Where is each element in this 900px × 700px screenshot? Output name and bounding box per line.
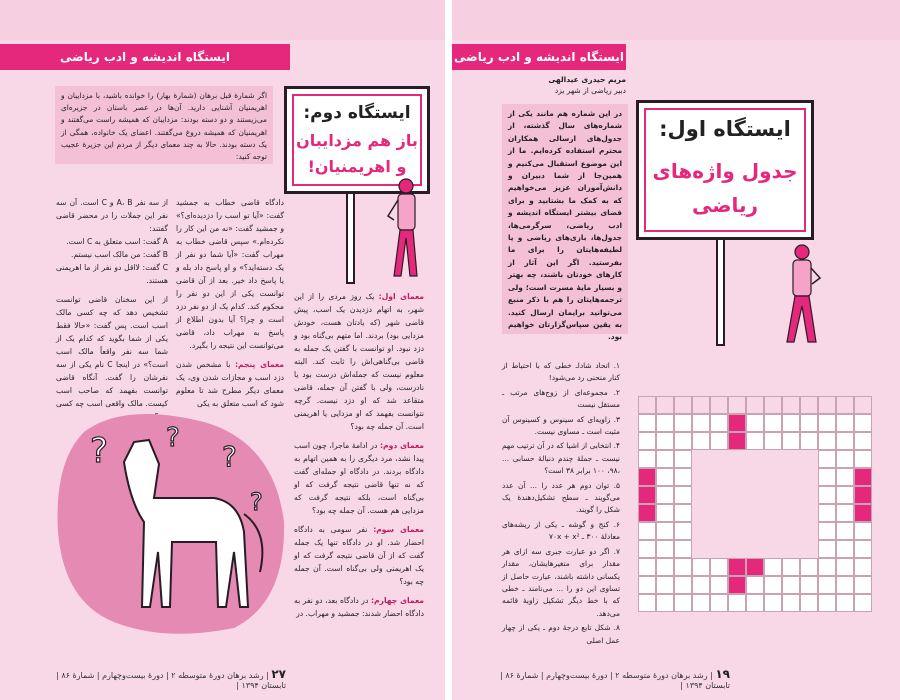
crossword-cell[interactable]: [854, 522, 872, 540]
crossword-cell[interactable]: [836, 450, 854, 468]
crossword-cell[interactable]: [782, 558, 800, 576]
sign-pole: [346, 192, 355, 284]
clue-3: ۳. زاویه‌ای که سینوس و کسینوس آن مثبت است ـ مساوی نیست.: [502, 414, 620, 437]
crossword-cell[interactable]: [728, 396, 746, 414]
crossword-cell[interactable]: [656, 432, 674, 450]
crossword-cell[interactable]: [656, 558, 674, 576]
middle-column-text: دادگاه قاضی خطاب به جمشید گفت: «آیا تو اسب را دزدیده‌ای؟» و جمشید گفت: «نه من این کار را نکرده‌ام.» سپس قاضی خطاب به مهراب گفت: «آیا شما دو نفر از یک دسته‌اید؟» و او پاسخ داد بله و یا پاسخ داد خیر. بعد از آن قاضی توانست یکی از این دو نفر را محکوم کند. کدام یک از دو نفر دزد است و چرا؟ آیا بدون اطلاع از پاسخ به مهراب داد، قاضی می‌توانست این نتیجه را بگیرد.: [176, 198, 284, 350]
crossword-cell[interactable]: [764, 558, 782, 576]
crossword-cell[interactable]: [854, 396, 872, 414]
crossword-cell[interactable]: [656, 594, 674, 612]
sign-title: ایستگاه اول:: [659, 117, 791, 141]
crossword-cell[interactable]: [854, 432, 872, 450]
sign-subtitle-2: و اهریمنیان!: [307, 157, 407, 176]
left-page: [0, 0, 445, 700]
footer-text: | رشد برهان دورهٔ متوسطه ۲ | دورهٔ بیست‌وچهارم | شمارهٔ ۸۶ | تابستان ۱۳۹۴ |: [56, 671, 286, 690]
crossword-cell[interactable]: [764, 576, 782, 594]
crossword-cell[interactable]: [638, 468, 656, 486]
crossword-cell[interactable]: [674, 540, 692, 558]
crossword-cell[interactable]: [800, 576, 818, 594]
clue-8: ۸. شکل تابع درجهٔ دوم ـ یکی از چهار عمل اصلی: [502, 623, 620, 645]
crossword-cell[interactable]: [710, 558, 728, 576]
left-footer: [56, 667, 286, 690]
crossword-cell[interactable]: [692, 396, 710, 414]
svg-text:?: ?: [166, 423, 180, 453]
crossword-cell[interactable]: [638, 486, 656, 504]
crossword-cell[interactable]: [854, 594, 872, 612]
crossword-cell[interactable]: [638, 432, 656, 450]
crossword-cell[interactable]: [656, 414, 674, 432]
crossword-cell[interactable]: [818, 414, 836, 432]
riddle5-text: با مشخص شدن دزد اسب و مجازات شدن وی، یک معمای دیگر مطرح شد تا معلوم شود که اسب متعلق به یکی: [176, 360, 284, 408]
crossword-cell[interactable]: [692, 594, 710, 612]
crossword-cell[interactable]: [638, 576, 656, 594]
sign-title: ایستگاه دوم:: [303, 103, 411, 123]
riddle2-text: در ادامهٔ ماجرا، چون اسب پیدا نشد، مرد دیگری را به همین اتهام به دادگاه بردند. در دادگاه او جمله‌ای گفت که نه تنها قاضی نتیجه گرفت که او بی‌گناه است، بلکه نتیجه گرفت که مزدایی هم هست. آن جمله چه بود؟: [294, 441, 424, 515]
crossword-cell[interactable]: [710, 576, 728, 594]
crossword-cell[interactable]: [728, 432, 746, 450]
intro-box: در این شماره هم مانند یکی از شماره‌های سال گذشته، از جدول‌های ارسالی همکاران محترم استفاده کرده‌ایم. ما از این موضوع استقبال می‌کنیم و همین‌جا از شما دبیران و دانش‌آموزان عزیز می‌خواهیم که به کمک ما بشتابید و برای فضای بیشتر ایستگاه اندیشه و ادب ریاضی، سرگرمی‌ها، جدول‌ها، بازی‌های ریاضی و یا لطیفه‌هایتان را برای ما بفرستید. اگر این آثار از کارهای خودتان باشند، چه بهتر و بسیار مایهٔ مسرت است؛ ولی ترجمه‌هایتان را هم با ذکر منبع می‌توانید برایمان ارسال کنید. به یقین سپاس‌گزارتان خواهیم بود.: [502, 104, 628, 334]
crossword-cell[interactable]: [656, 540, 674, 558]
crossword-cell[interactable]: [656, 486, 674, 504]
crossword-cell[interactable]: [818, 486, 836, 504]
crossword-cell[interactable]: [836, 594, 854, 612]
crossword-cell[interactable]: [854, 414, 872, 432]
crossword-cell[interactable]: [728, 414, 746, 432]
author-block: [496, 74, 626, 96]
page-number: ۱۹: [715, 667, 730, 681]
crossword-cell[interactable]: [674, 558, 692, 576]
left-col-b: A گفت: اسب متعلق به C است.: [66, 237, 168, 246]
crossword-cell[interactable]: [854, 468, 872, 486]
crossword-cell[interactable]: [656, 468, 674, 486]
riddle1-label: معمای اول:: [378, 292, 425, 301]
riddle5-label: معمای پنجم:: [234, 360, 285, 369]
author-name: مریم حیدری عیدالهی: [548, 75, 626, 84]
crossword-cell[interactable]: [674, 504, 692, 522]
crossword-cell[interactable]: [692, 558, 710, 576]
clue-4: ۴. انتخابی از اشیا که در آن ترتیب مهم نیست ـ جملهٔ چندم دنبالهٔ حسابی ... ،۹۸، ۱۰۰ برابر ۳۸ است؟: [502, 441, 620, 476]
crossword-cell[interactable]: [782, 576, 800, 594]
crossword-cell[interactable]: [854, 504, 872, 522]
page-number: ۲۷: [271, 667, 286, 681]
crossword-cell[interactable]: [782, 432, 800, 450]
crossword-cell[interactable]: [818, 396, 836, 414]
crossword-cell[interactable]: [674, 432, 692, 450]
clue-7: ۷. اگر دو عبارت جبری سه ازای هر مقدار برای متغیرهایشان، مقدار یکسانی داشته باشند، عبارت حاصل از تساوی این دو را ... می‌نامند ـ خطی که با خط دیگر تشکیل زاویهٔ قائمه می‌دهد.: [502, 546, 620, 618]
crossword-cell[interactable]: [836, 486, 854, 504]
crossword-cell[interactable]: [836, 540, 854, 558]
left-col-d: C گفت: لااقل دو نفر از ما اهریمنی هستند.: [56, 263, 168, 285]
crossword-cell[interactable]: [746, 414, 764, 432]
crossword-cell[interactable]: [728, 594, 746, 612]
crossword-cell[interactable]: [728, 558, 746, 576]
svg-text:?: ?: [222, 440, 237, 473]
section-title-band: ایستگاه اندیشه و ادب ریاضی: [452, 44, 626, 70]
crossword-cell[interactable]: [746, 558, 764, 576]
crossword-cell[interactable]: [854, 558, 872, 576]
crossword-cell[interactable]: [692, 432, 710, 450]
crossword-cell[interactable]: [782, 414, 800, 432]
intro-box: اگر شمارهٔ قبل برهان (شمارهٔ بهار) را خوانده باشید، با مزدایبان و اهریمنیان آشنایی دارید. آن‌ها در عصر باستان در جزیره‌ای می‌زیستند و دو دسته بودند: مزدایبان که همیشه راست می‌گفتند و اهریمنیان که همیشه دروغ می‌گفتند. اعضای یک خانواده، همگی از یک دسته بودند. حالا به چند معمای دیگر از مردم این جزیرهٔ عجیب توجه کنید:: [55, 86, 273, 164]
footer-text: | رشد برهان دورهٔ متوسطه ۲ | دورهٔ بیست‌وچهارم | شمارهٔ ۸۶ | تابستان ۱۳۹۴ |: [500, 671, 730, 690]
sign-subtitle-1: باز هم مزدایبان: [296, 131, 418, 150]
standing-man-icon: [774, 242, 830, 350]
crossword-cell[interactable]: [800, 396, 818, 414]
crossword-cell[interactable]: [782, 594, 800, 612]
crossword-cell[interactable]: [836, 576, 854, 594]
svg-text:?: ?: [250, 488, 263, 516]
clue-2: ۲. مجموعه‌ای از زوج‌های مرتب ـ مستقل نیست: [502, 387, 620, 410]
clue-1: ۱. اتحاد شاداـ خطی که با احتیاط از کنار منحنی رد می‌شود!: [502, 361, 620, 383]
left-col-c: B گفت: من مالک اسب نیستم.: [71, 250, 168, 259]
crossword-cell[interactable]: [638, 504, 656, 522]
crossword-cell[interactable]: [818, 450, 836, 468]
sign-pole: [716, 238, 725, 346]
crossword-cell[interactable]: [818, 540, 836, 558]
crossword-cell[interactable]: [818, 468, 836, 486]
crossword-cell[interactable]: [746, 576, 764, 594]
crossword-cell[interactable]: [836, 558, 854, 576]
crossword-cell[interactable]: [638, 414, 656, 432]
crossword-cell[interactable]: [638, 450, 656, 468]
crossword-cell[interactable]: [818, 576, 836, 594]
crossword-cell[interactable]: [674, 486, 692, 504]
crossword-cell[interactable]: [818, 432, 836, 450]
crossword-cell[interactable]: [728, 576, 746, 594]
crossword-cell[interactable]: [656, 396, 674, 414]
riddles-right-column: [294, 290, 424, 622]
crossword-cell[interactable]: [674, 396, 692, 414]
crossword-cell[interactable]: [656, 576, 674, 594]
crossword-cell[interactable]: [854, 540, 872, 558]
crossword-cell[interactable]: [710, 594, 728, 612]
top-band: [0, 0, 445, 40]
crossword-cell[interactable]: [746, 396, 764, 414]
crossword-clues: [502, 360, 620, 649]
crossword-cell[interactable]: [764, 594, 782, 612]
crossword-cell[interactable]: [764, 396, 782, 414]
middle-column: [176, 196, 284, 410]
riddle3-text: نفر سومی به دادگاه احضار شد. او در دادگاه تنها یک جمله گفت که از آن قاضی نتیجه گرفت که او یک اهریمنی ولی بی‌گناه است. آن جمله چه بود؟: [294, 525, 424, 586]
top-band: [452, 0, 900, 40]
crossword-cell[interactable]: [836, 504, 854, 522]
crossword-cell[interactable]: [818, 558, 836, 576]
crossword-cell[interactable]: [638, 594, 656, 612]
left-column: [56, 196, 168, 423]
crossword-cell[interactable]: [836, 468, 854, 486]
sign-board: [636, 100, 814, 240]
crossword-cell[interactable]: [638, 558, 656, 576]
crossword-cell[interactable]: [638, 522, 656, 540]
crossword-cell[interactable]: [764, 414, 782, 432]
sign-subtitle-2: ریاضی: [691, 193, 759, 217]
crossword-cell[interactable]: [656, 450, 674, 468]
crossword-cell[interactable]: [818, 594, 836, 612]
crossword-cell[interactable]: [638, 396, 656, 414]
crossword-cell[interactable]: [692, 576, 710, 594]
crossword-cell[interactable]: [854, 486, 872, 504]
author-role: دبیر ریاضی از شهر یزد: [554, 86, 626, 95]
crossword-cell[interactable]: [800, 594, 818, 612]
crossword-cell[interactable]: [674, 468, 692, 486]
left-col-a: از سه نفر A، B و C است. آن سه نفر این جملات را در محضر قاضی گفتند:: [56, 198, 168, 233]
crossword-cell[interactable]: [782, 396, 800, 414]
crossword-cell[interactable]: [710, 414, 728, 432]
right-page: [452, 0, 900, 700]
crossword-cell[interactable]: [710, 432, 728, 450]
crossword-cell[interactable]: [656, 504, 674, 522]
standing-man-icon: [384, 176, 430, 286]
crossword-cell[interactable]: [818, 522, 836, 540]
crossword-cell[interactable]: [674, 414, 692, 432]
crossword-cell[interactable]: [746, 432, 764, 450]
crossword-cell[interactable]: [674, 576, 692, 594]
crossword-cell[interactable]: [692, 414, 710, 432]
crossword-cell[interactable]: [854, 576, 872, 594]
crossword-cell[interactable]: [800, 414, 818, 432]
clue-5: ۵. توان دوم هر عدد را ... آن عدد می‌گویند ـ سطح تشکیل‌دهندهٔ یک شکل را گویند.: [502, 480, 620, 515]
crossword-cell[interactable]: [638, 540, 656, 558]
crossword-cell[interactable]: [836, 522, 854, 540]
crossword-cell[interactable]: [710, 396, 728, 414]
right-footer: [500, 667, 730, 690]
clue-6: ۶. کنج و گوشه ـ یکی از ریشه‌های معادلهٔ ۳۰۰ ـ ۷۰x + x²: [502, 519, 620, 542]
crossword-grid: [630, 390, 880, 630]
crossword-cell[interactable]: [746, 594, 764, 612]
riddle2-label: معمای دوم:: [380, 441, 424, 450]
crossword-cell[interactable]: [674, 594, 692, 612]
crossword-cell[interactable]: [836, 414, 854, 432]
crossword-cell[interactable]: [656, 522, 674, 540]
left-col-e: از این سخنان قاضی توانست تشخیص دهد که چه کسی مالک اسب است. پس گفت: «حالا فقط یکی از شما بگوید که کدام یک از شما سه نفر واقعاً مالک اسب است؟» در اینجا C نام یکی از سه نفرشان را گفت. آنگاه قاضی توانست بفهمد که صاحب اسب کیست. مالک واقعی اسب چه کسی: [56, 295, 168, 408]
crossword-cell[interactable]: [674, 450, 692, 468]
riddle4-text: در دادگاه بعد، دو نفر به دادگاه احضار شدند: جمشید و مهراب. در: [294, 596, 424, 618]
crossword-cell[interactable]: [674, 522, 692, 540]
horse-illustration: [54, 402, 292, 638]
crossword-cell[interactable]: [854, 450, 872, 468]
crossword-cell[interactable]: [800, 432, 818, 450]
crossword-cell[interactable]: [836, 432, 854, 450]
crossword-cell[interactable]: [818, 504, 836, 522]
crossword-cell[interactable]: [764, 432, 782, 450]
riddle3-label: معمای سوم:: [373, 525, 424, 534]
section-title-band: ایستگاه اندیشه و ادب ریاضی: [0, 44, 290, 70]
sign-subtitle-1: جدول واژه‌های: [652, 159, 798, 183]
svg-text:?: ?: [90, 431, 109, 471]
crossword-cell[interactable]: [836, 396, 854, 414]
crossword-cell[interactable]: [800, 558, 818, 576]
riddle4-label: معمای چهارم:: [370, 596, 424, 605]
riddle1-text: یک روز مردی را از این شهر، به اتهام دزدیدن یک اسب، پیش قاضی شهر (که یادتان هست، خودش مزدایی بود) بردند. اما متهم بی‌گناه بود و دزد نبود. او توانست با گفتن یک جمله به قاضی بی‌گناهی‌اش را ثابت کند. البته معلوم نیست که جمله‌اش درست بود یا نادرست، ولی با گفتن آن جمله، قاضی متقاعد شد که او دزد نیست. گرچه نتوانست بفهمد که او مزدایی یا اهریمنی است. آن جمله چه بود؟: [294, 292, 424, 431]
